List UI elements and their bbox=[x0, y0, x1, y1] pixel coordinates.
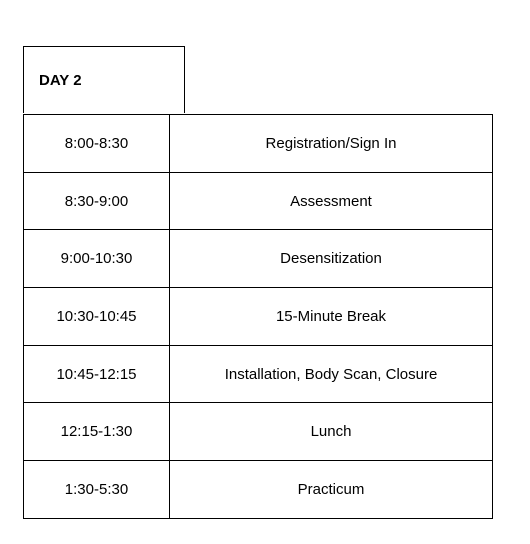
table-row bbox=[23, 172, 493, 230]
table-row bbox=[23, 402, 493, 460]
day-label: DAY 2 bbox=[39, 71, 82, 89]
time-cell: 10:45-12:15 bbox=[23, 346, 170, 403]
event-cell: Lunch bbox=[170, 403, 493, 460]
day-header-cell bbox=[23, 46, 185, 113]
table-row bbox=[23, 114, 493, 172]
table-row bbox=[23, 287, 493, 345]
event-cell: Registration/Sign In bbox=[170, 115, 493, 172]
time-cell: 9:00-10:30 bbox=[23, 230, 170, 287]
header-row bbox=[23, 46, 493, 114]
table-row bbox=[23, 345, 493, 403]
time-cell: 12:15-1:30 bbox=[23, 403, 170, 460]
schedule-table bbox=[23, 46, 493, 519]
table-row bbox=[23, 460, 493, 519]
event-cell: Practicum bbox=[170, 461, 493, 518]
event-cell: 15-Minute Break bbox=[170, 288, 493, 345]
event-cell: Assessment bbox=[170, 173, 493, 230]
time-cell: 8:30-9:00 bbox=[23, 173, 170, 230]
event-cell: Installation, Body Scan, Closure bbox=[170, 346, 493, 403]
time-cell: 1:30-5:30 bbox=[23, 461, 170, 518]
time-cell: 8:00-8:30 bbox=[23, 115, 170, 172]
time-cell: 10:30-10:45 bbox=[23, 288, 170, 345]
event-cell: Desensitization bbox=[170, 230, 493, 287]
table-row bbox=[23, 229, 493, 287]
